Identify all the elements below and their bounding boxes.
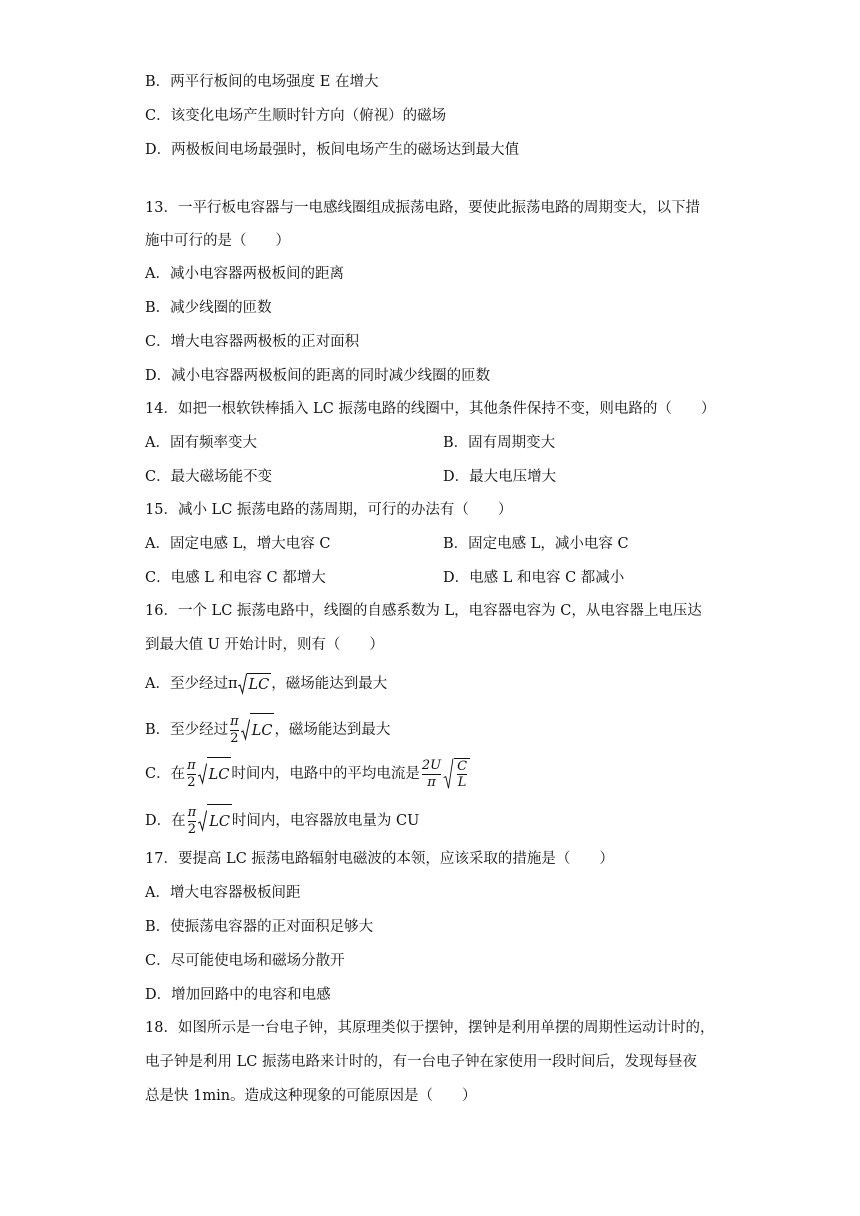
q14-stem: 14．如把一根软铁棒插入 LC 振荡电路的线圈中，其他条件保持不变，则电路的（ ）: [145, 401, 716, 417]
q18-stem-line2: 电子钟是利用 LC 振荡电路来计时的，有一台电子钟在家使用一段时间后，发现每昼夜: [145, 1054, 697, 1070]
q17-option-b: B．使振荡电容器的正对面积足够大: [145, 919, 374, 935]
q16-option-a: [145, 673, 387, 695]
q16-stem-line2: 到最大值 U 开始计时，则有（ ）: [145, 637, 384, 653]
q15-stem: 15．减小 LC 振荡电路的荡周期，可行的办法有（ ）: [145, 502, 513, 518]
q16-d-prefix: D．在: [145, 813, 186, 829]
q14-option-a: A．固有频率变大: [145, 435, 257, 451]
q15-option-c: C．电感 L 和电容 C 都增大: [145, 570, 326, 586]
sqrt-lc: LC: [241, 713, 275, 747]
q16-d-suffix: 时间内，电容器放电量为 CU: [231, 813, 420, 829]
q14-option-d: D．最大电压增大: [443, 469, 557, 485]
q16-option-b: [145, 713, 390, 747]
q13-option-b: B．减少线圈的匝数: [145, 300, 272, 316]
q12-option-d: D．两极板间电场最强时，板间电场产生的磁场达到最大值: [145, 142, 520, 158]
q12-option-c: C．该变化电场产生顺时针方向（俯视）的磁场: [145, 108, 447, 124]
q15-option-b: B．固定电感 L，减小电容 C: [443, 536, 629, 552]
q15-option-a: A．固定电感 L，增大电容 C: [145, 536, 331, 552]
q14-option-c: C．最大磁场能不变: [145, 469, 273, 485]
q16-stem-line1: 16．一个 LC 振荡电路中，线圈的自感系数为 L，电容器电容为 C，从电容器上电压达: [145, 603, 702, 619]
sqrt-lc: LC: [198, 804, 232, 838]
q17-option-d: D．增加回路中的电容和电感: [145, 987, 331, 1003]
sqrt-c-over-l: $\frac{C}{L}$: [443, 758, 470, 790]
q17-option-a: A．增大电容器极板间距: [145, 885, 301, 901]
q18-stem-line3: 总是快 1min。造成这种现象的可能原因是（ ）: [145, 1088, 477, 1104]
q16-option-d: [145, 804, 419, 838]
q13-option-d: D．减小电容器两极板间的距离的同时减少线圈的匝数: [145, 368, 491, 384]
q16-a-prefix: A．至少经过π: [145, 676, 238, 692]
q13-stem-line2: 施中可行的是（ ）: [145, 233, 290, 249]
q18-stem-line1: 18．如图所示是一台电子钟，其原理类似于摆钟，摆钟是利用单摆的周期性运动计时的，: [145, 1020, 715, 1036]
q16-c-middle: 时间内，电路中的平均电流是: [231, 766, 420, 782]
q17-option-c: C．尽可能使电场和磁场分散开: [145, 953, 345, 969]
q12-option-b: B．两平行板间的电场强度 E 在增大: [145, 74, 379, 90]
fraction-pi-over-2: $\frac{\pi}{2}$: [187, 757, 196, 790]
q16-b-suffix: ，磁场能达到最大: [274, 722, 391, 738]
fraction-2u-over-pi: $\frac{2U}{\pi}$: [421, 757, 442, 790]
q13-option-a: A．减小电容器两极板间的距离: [145, 266, 344, 282]
fraction-pi-over-2: $\frac{\pi}{2}$: [230, 713, 239, 746]
q16-a-suffix: ，磁场能达到最大: [271, 676, 388, 692]
q14-option-b: B．固有周期变大: [443, 435, 556, 451]
sqrt-lc: LC: [238, 673, 272, 695]
q13-option-c: C．增大电容器两极板的正对面积: [145, 334, 360, 350]
q13-stem-line1: 13．一平行板电容器与一电感线圈组成振荡电路，要使此振荡电路的周期变大，以下措: [145, 200, 700, 216]
q16-option-c: [145, 757, 470, 791]
fraction-pi-over-2: $\frac{\pi}{2}$: [187, 804, 197, 837]
sqrt-lc: LC: [198, 757, 232, 791]
q15-option-d: D．电感 L 和电容 C 都减小: [443, 570, 625, 586]
q16-c-prefix: C．在: [145, 766, 186, 782]
q16-b-prefix: B．至少经过: [145, 722, 229, 738]
q17-stem: 17．要提高 LC 振荡电路辐射电磁波的本领，应该采取的措施是（ ）: [145, 851, 614, 867]
